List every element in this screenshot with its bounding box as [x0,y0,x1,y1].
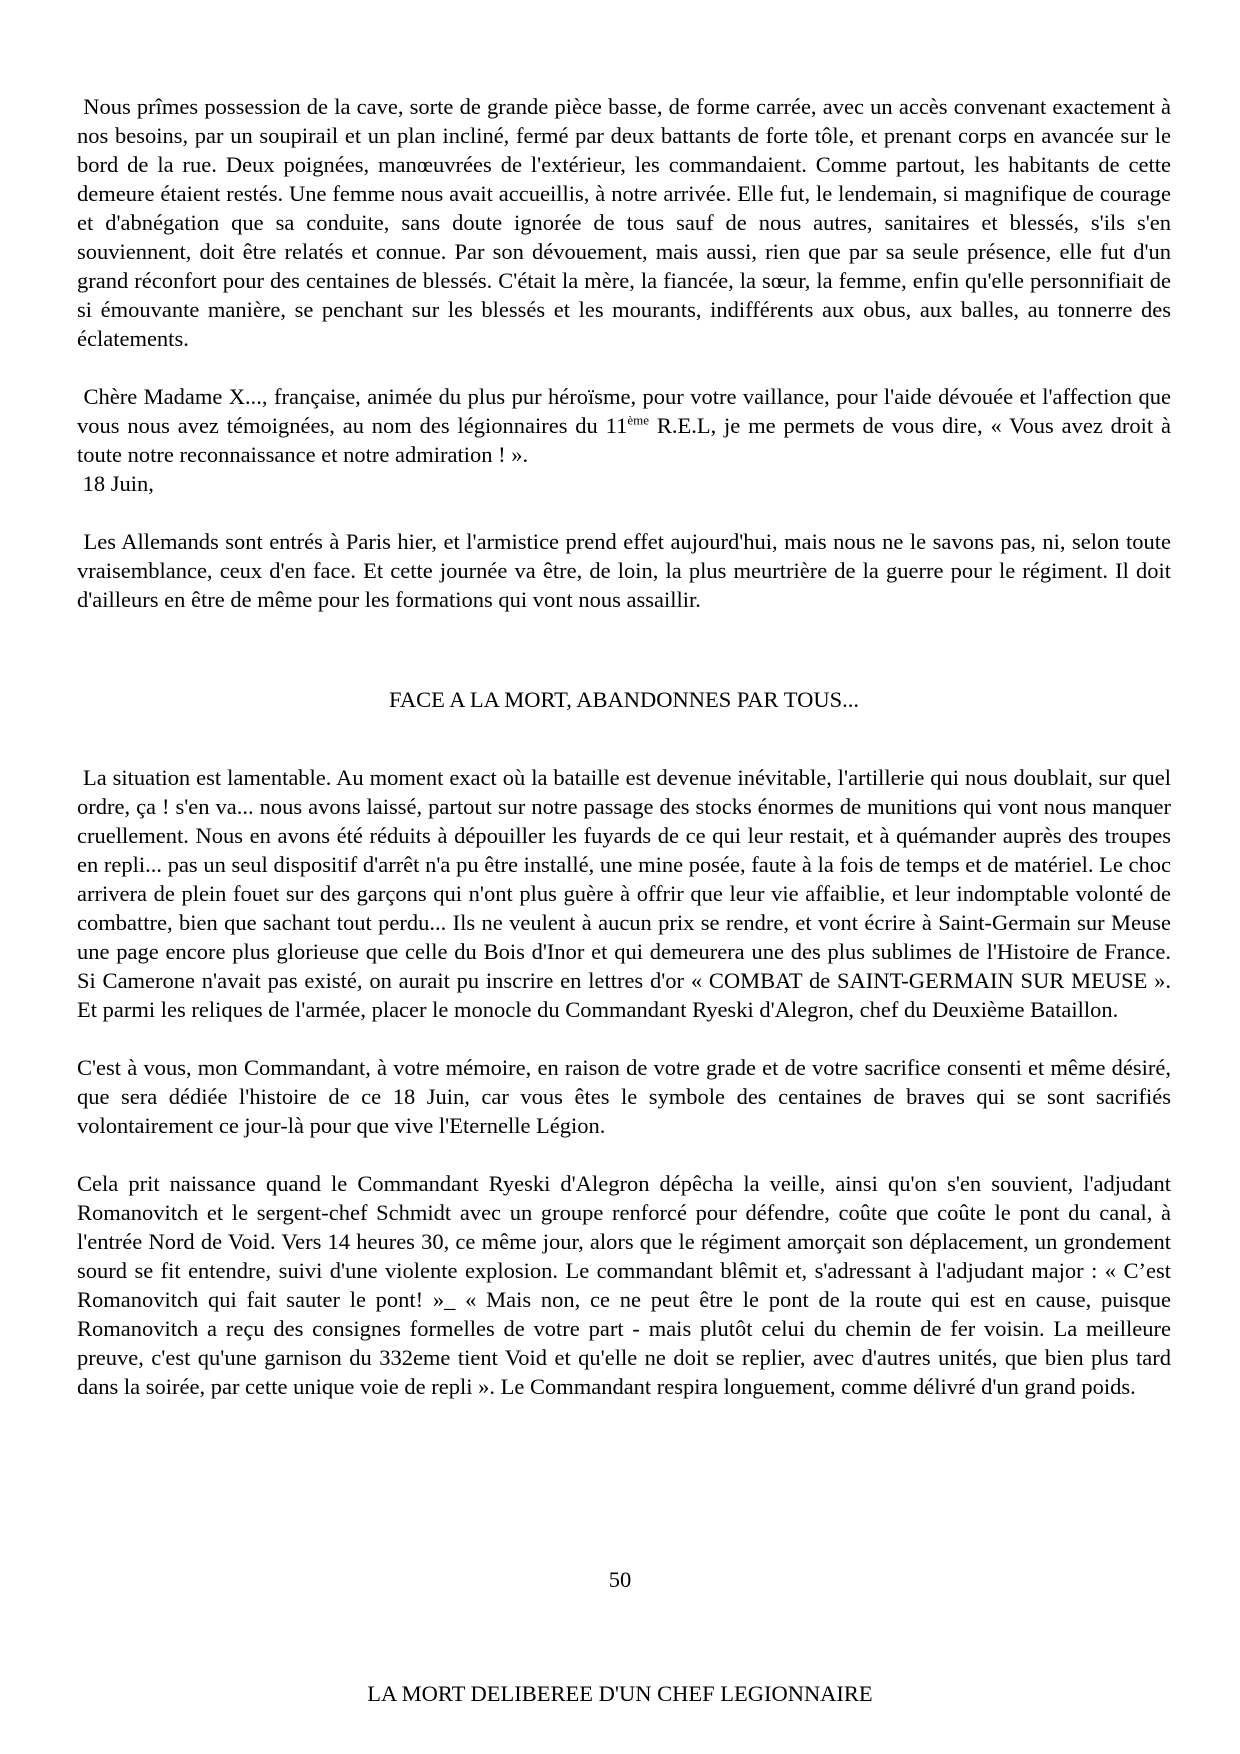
footer-book-title: LA MORT DELIBEREE D'UN CHEF LEGIONNAIRE [367,1681,873,1706]
paragraph-pont: Cela prit naissance quand le Commandant Ryeski d'Alegron dépêcha la veille, ainsi qu'on s'en souvient, l'adjudant Romanovitch et le sergent-chef Schmidt avec un groupe renforcé pour défendre, coûte que coûte le pont du canal, à l'entrée Nord de Void. Vers 14 heures 30, ce même jour, alors que le régiment amorçait son déplacement, un grondement sourd se fit entendre, suivi d'une violente explosion. Le commandant blêmit et, s'adressant à l'adjudant major : « C’est Romanovitch qui fait sauter le pont! »_ « Mais non, ce ne peut être le pont de la route qui est en cause, puisque Romanovitch a reçu des consignes formelles de votre part - mais plutôt celui du chemin de fer voisin. La meilleure preuve, c'est qu'une garnison du 332eme tient Void et qu'elle ne doit se replier, avec d'autres unités, que bien plus tard dans la soirée, par cette unique voie de repli ». Le Commandant respira longuement, comme délivré d'un grand poids. [77,1171,1171,1399]
paragraph-madame-x-text-1: Chère Madame X..., française, animée du plus pur héroïsme, pour votre vaillance, pour l'aide dévouée et l'affection que vous nous avez témoignées, au nom des légionnaires du 11 [77,384,1171,438]
paragraph-madame-x [77,382,1171,469]
paragraph-situation [77,763,1171,1024]
page-number: 50 [608,1567,632,1592]
paragraph-dedication: C'est à vous, mon Commandant, à votre mémoire, en raison de votre grade et de votre sacrifice consenti et même désiré, que sera dédiée l'histoire de ce 18 Juin, car vous êtes le symbole des centaines de braves qui se sont sacrifiés volontairement ce jour-là pour que vive l'Eternelle Légion. [77,1055,1171,1138]
date-text: 18 Juin, [82,471,154,496]
paragraph-cave [77,92,1171,353]
paragraph-situation-text: La situation est lamentable. Au moment exact où la bataille est devenue inévitable, l'artillerie qui nous doublait, sur quel ordre, ça ! s'en va... nous avons laissé, partout sur notre passage des stocks énormes de munitions qui vont nous manquer cruellement. Nous en avons été réduits à dépouiller les fuyards de ce qui leur restait, et à quémander auprès des troupes en repli... pas un seul dispositif d'arrêt n'a pu être installé, une mine posée, faute à la fois de temps et de matériel. Le choc arrivera de plein fouet sur des garçons qui n'ont plus guère à offrir que leur vie affaiblie, et leur indomptable volonté de combattre, bien que sachant tout perdu... Ils ne veulent à aucun prix se rendre, et vont écrire à Saint-Germain sur Meuse une page encore plus glorieuse que celle du Bois d'Inor et qui demeurera une des plus sublimes de l'Histoire de France. Si Camerone n'avait pas existé, on aurait pu inscrire en lettres d'or « COMBAT de SAINT-GERMAIN SUR MEUSE ». Et parmi les reliques de l'armée, placer le monocle du Commandant Ryeski d'Alegron, chef du Deuxième Bataillon. [77,765,1171,1022]
paragraph-allemands-text: Les Allemands sont entrés à Paris hier, et l'armistice prend effet aujourd'hui, mais nous ne le savons pas, ni, selon toute vraisemblance, ceux d'en face. Et cette journée va être, de loin, la plus meurtrière de la guerre pour le régiment. Il doit d'ailleurs en être de même pour les formations qui vont nous assaillir. [77,529,1172,612]
paragraph-madame-x-text-2: R.E.L, je me permets de vous dire, « Vous avez droit à toute notre reconnaissance et notre admiration ! ». [77,413,1171,467]
superscript-eme: ème [627,412,649,428]
section-heading: FACE A LA MORT, ABANDONNES PAR TOUS... [388,687,859,712]
document-body [77,92,1171,1401]
paragraph-cave-text: Nous prîmes possession de la cave, sorte de grande pièce basse, de forme carrée, avec un accès convenant exactement à nos besoins, par un soupirail et un plan incliné, fermé par deux battants de forte tôle, et prenant corps en avancée sur le bord de la rue. Deux poignées, manœuvrées de l'extérieur, les commandaient. Comme partout, les habitants de cette demeure étaient restés. Une femme nous avait accueillis, à notre arrivée. Elle fut, le lendemain, si magnifique de courage et d'abnégation que sa conduite, sans doute ignorée de tous sauf de nous autres, sanitaires et blessés, s'ils s'en souviennent, doit être relatés et connue. Par son dévouement, mais aussi, rien que par sa seule présence, elle fut d'un grand réconfort pour des centaines de blessés. C'était la mère, la fiancée, la sœur, la femme, enfin qu'elle personnifiait de si émouvante manière, se penchant sur les blessés et les mourants, indifférents aux obus, aux balles, au tonnerre des éclatements. [77,94,1172,351]
paragraph-allemands [77,527,1171,614]
date-line [77,469,1171,498]
